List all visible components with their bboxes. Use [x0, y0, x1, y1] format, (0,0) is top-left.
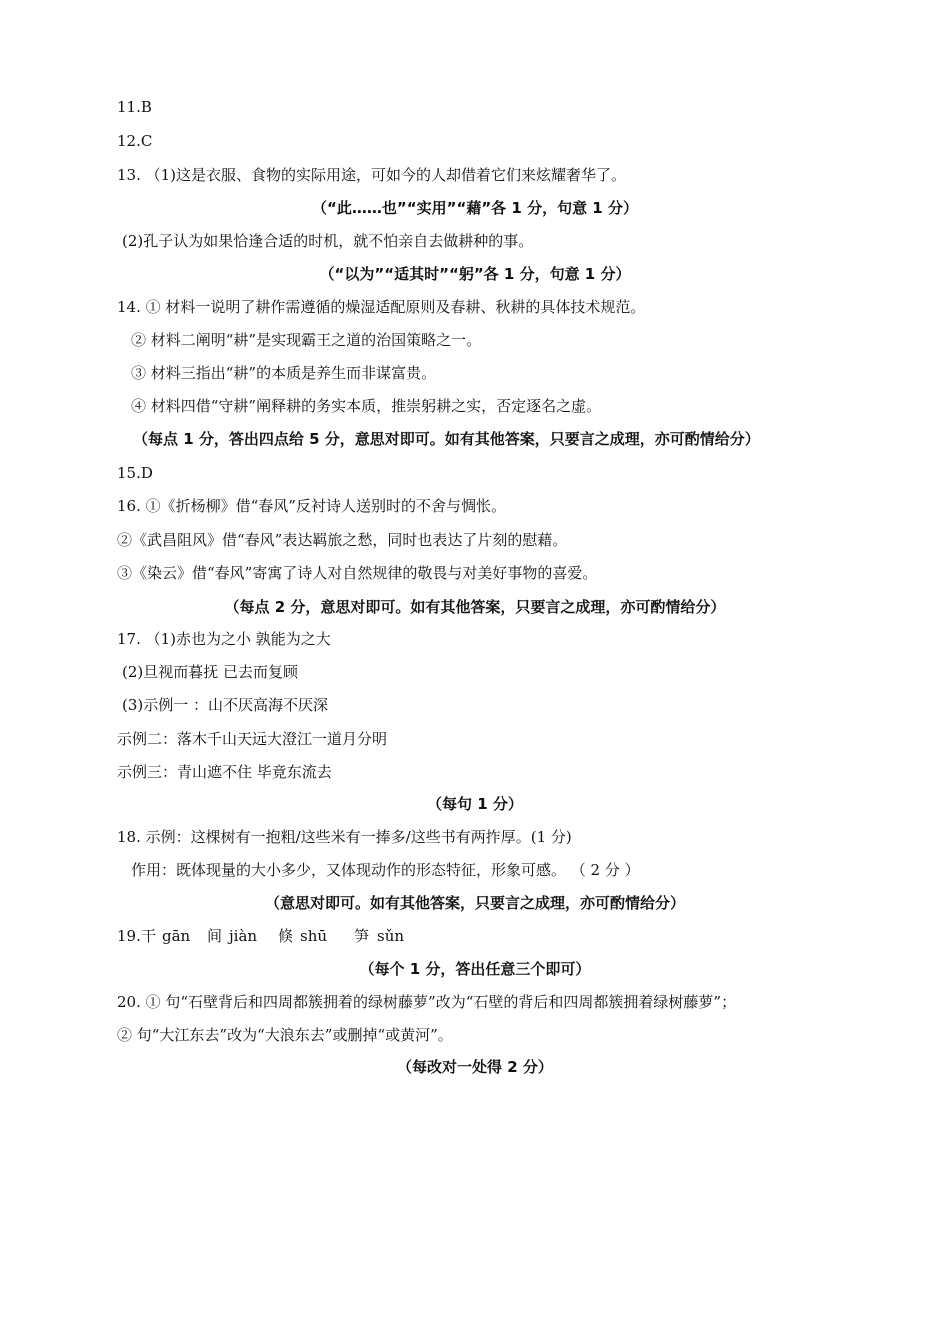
answer-19-label: 19. — [117, 927, 141, 945]
answer-13-part2: (2)孔子认为如果恰逢合适的时机，就不怕亲自去做耕种的事。 — [122, 232, 534, 250]
answer-17-example3: 示例三：青山遮不住 毕竟东流去 — [117, 763, 332, 781]
answer-19-pinyin-3: shū — [300, 927, 328, 945]
answer-18-example: 18. 示例：这棵树有一抱粗/这些米有一捧多/这些书有两拃厚。(1 分) — [117, 828, 572, 846]
answer-19-char-4: 笋 — [354, 927, 370, 945]
answer-20-point2: ② 句“大江东去”改为“大浪东去”或删掉“或黄河”。 — [117, 1026, 453, 1044]
answer-13-part2-score: （“以为”“适其时”“躬”各 1 分，句意 1 分） — [319, 265, 631, 283]
answer-19-pinyin-4: sǔn — [377, 927, 405, 945]
answer-19-char-1: 干 — [141, 927, 157, 945]
answer-16-point3: ③《染云》借“春风”寄寓了诗人对自然规律的敬畏与对美好事物的喜爱。 — [117, 564, 598, 582]
answer-19-char-2: 间 — [207, 927, 223, 945]
answer-14-point4: ④ 材料四借“守耕”阐释耕的务实本质，推崇躬耕之实，否定逐名之虚。 — [131, 397, 602, 415]
answer-19-score: （每个 1 分，答出任意三个即可） — [359, 960, 591, 978]
answer-19-pinyin-2: jiàn — [229, 927, 258, 945]
answer-20-point1: 20. ① 句“石壁背后和四周都簇拥着的绿树藤萝”改为“石壁的背后和四周都簇拥着绿树藤萝”； — [117, 993, 737, 1011]
answer-11: 11.B — [117, 98, 152, 116]
answer-14-score: （每点 1 分，答出四点给 5 分，意思对即可。如有其他答案，只要言之成理，亦可酌情给分） — [133, 430, 760, 448]
answer-15: 15.D — [117, 464, 153, 482]
answer-14-point2: ② 材料二阐明“耕”是实现霸王之道的治国策略之一。 — [131, 331, 482, 349]
answer-12: 12.C — [117, 132, 153, 150]
answer-19-char-3: 倏 — [278, 927, 294, 945]
answer-20-score: （每改对一处得 2 分） — [397, 1058, 553, 1076]
answer-19 — [0, 924, 950, 948]
answer-17-part3: (3)示例一 ：山不厌高海不厌深 — [122, 696, 329, 714]
answer-16-point2: ②《武昌阻风》借“春风”表达羁旅之愁，同时也表达了片刻的慰藉。 — [117, 531, 568, 549]
answer-17-part1: 17. （1)赤也为之小 孰能为之大 — [117, 630, 331, 648]
answer-16-score: （每点 2 分，意思对即可。如有其他答案，只要言之成理，亦可酌情给分） — [224, 598, 726, 616]
answer-16-point1: 16. ①《折杨柳》借“春风”反衬诗人送别时的不舍与惆怅。 — [117, 497, 506, 515]
answer-17-example2: 示例二：落木千山天远大澄江一道月分明 — [117, 730, 388, 748]
answer-17-score: （每句 1 分） — [427, 795, 523, 813]
answer-13-part1: 13. （1)这是衣服、食物的实际用途，可如今的人却借着它们来炫耀奢华了。 — [117, 166, 627, 184]
answer-14-point3: ③ 材料三指出“耕”的本质是养生而非谋富贵。 — [131, 364, 437, 382]
answer-18-score: （意思对即可。如有其他答案，只要言之成理，亦可酌情给分） — [264, 894, 685, 912]
answer-17-part2: (2)旦视而暮抚 已去而复顾 — [122, 663, 299, 681]
answer-14-point1: 14. ① 材料一说明了耕作需遵循的燥湿适配原则及春耕、秋耕的具体技术规范。 — [117, 298, 646, 316]
answer-19-pinyin-1: gān — [162, 927, 191, 945]
answer-18-effect: 作用：既体现量的大小多少，又体现动作的形态特征，形象可感。 （ 2 分 ） — [131, 861, 640, 879]
answer-13-part1-score: （“此……也”“实用”“藉”各 1 分，句意 1 分） — [312, 199, 638, 217]
